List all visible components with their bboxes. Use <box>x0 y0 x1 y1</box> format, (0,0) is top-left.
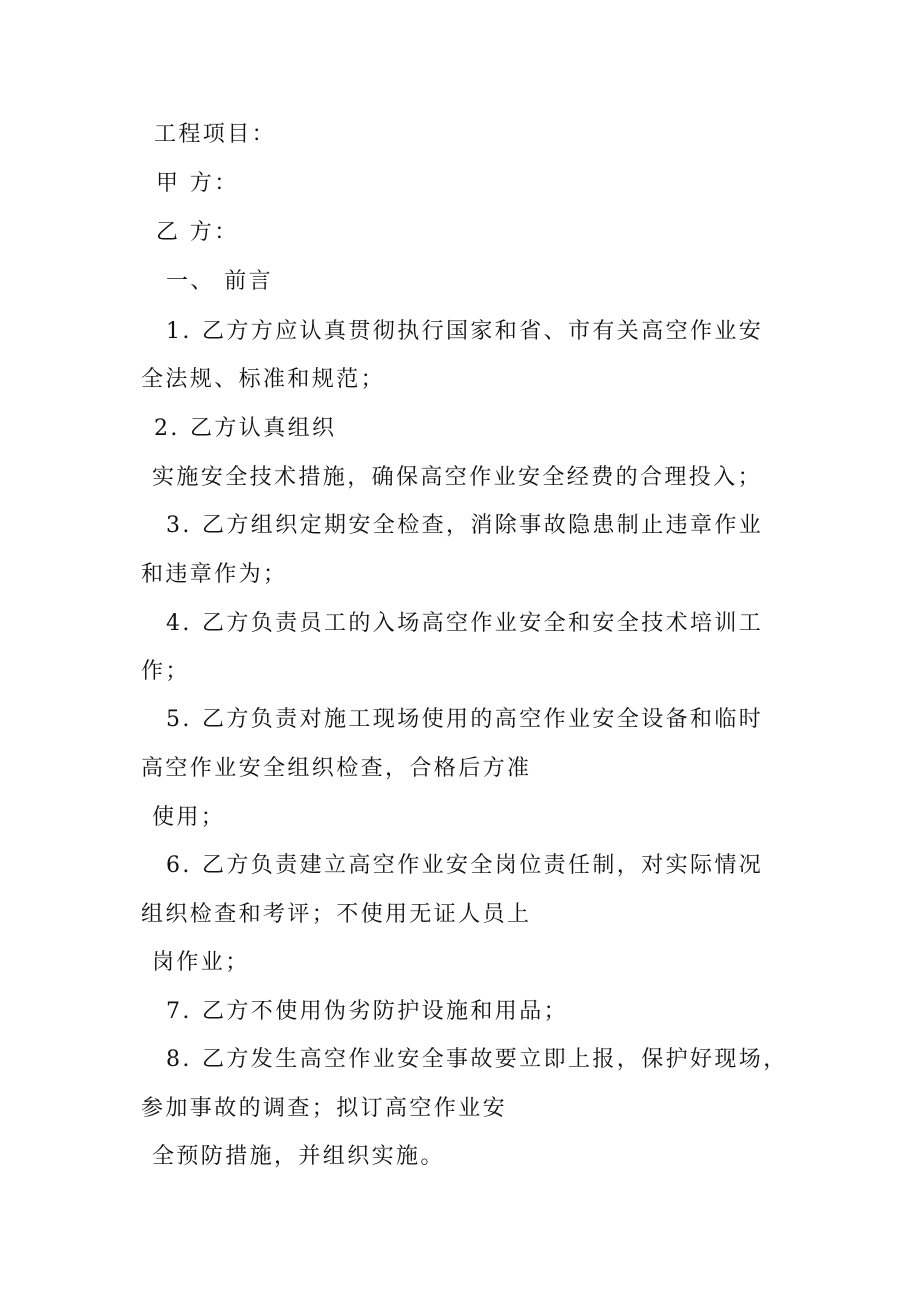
item-5-line-2: 高空作业安全组织检查，合格后方准 <box>141 756 532 781</box>
item-1-number: 1. <box>166 319 192 344</box>
item-1-line-1: 乙方方应认真贯彻执行国家和省、市有关高空作业安 <box>202 319 764 344</box>
item-7-line-1: 乙方不使用伪劣防护设施和用品； <box>202 999 569 1024</box>
item-8-number: 8. <box>166 1047 192 1072</box>
item-8-line-3: 全预防措施，并组织实施。 <box>152 1144 445 1169</box>
item-4-line-2: 作； <box>141 659 190 684</box>
item-8-line-1: 乙方发生高空作业安全事故要立即上报，保护好现场， <box>202 1047 788 1072</box>
item-1-line-2: 全法规、标准和规范； <box>141 367 386 392</box>
item-2-number: 2. <box>154 416 180 441</box>
item-5-line-1: 乙方负责对施工现场使用的高空作业安全设备和临时 <box>202 707 764 732</box>
party-a-label: 甲 方： <box>156 171 239 196</box>
item-8-line-2: 参加事故的调查；拟订高空作业安 <box>141 1096 508 1121</box>
item-5-number: 5. <box>166 707 192 732</box>
section-heading: 一、 前言 <box>166 269 273 294</box>
item-6-line-3: 岗作业； <box>152 950 250 975</box>
item-4-number: 4. <box>166 611 192 636</box>
item-6-number: 6. <box>166 853 192 878</box>
item-3-number: 3. <box>166 513 192 538</box>
item-4-line-1: 乙方负责员工的入场高空作业安全和安全技术培训工 <box>202 611 764 636</box>
item-5-line-3: 使用； <box>152 805 226 830</box>
item-6-line-1: 乙方负责建立高空作业安全岗位责任制，对实际情况 <box>202 853 764 878</box>
item-3-line-1: 乙方组织定期安全检查，消除事故隐患制止违章作业 <box>202 513 764 538</box>
item-2-line-1: 乙方认真组织 <box>190 416 337 441</box>
party-b-label: 乙 方： <box>156 220 239 245</box>
item-3-line-2: 和违章作为； <box>141 562 288 587</box>
item-7-number: 7. <box>166 999 192 1024</box>
item-6-line-2: 组织检查和考评；不使用无证人员上 <box>141 902 532 927</box>
project-label: 工程项目： <box>154 122 277 147</box>
item-2-line-2: 实施安全技术措施，确保高空作业安全经费的合理投入； <box>152 465 763 490</box>
